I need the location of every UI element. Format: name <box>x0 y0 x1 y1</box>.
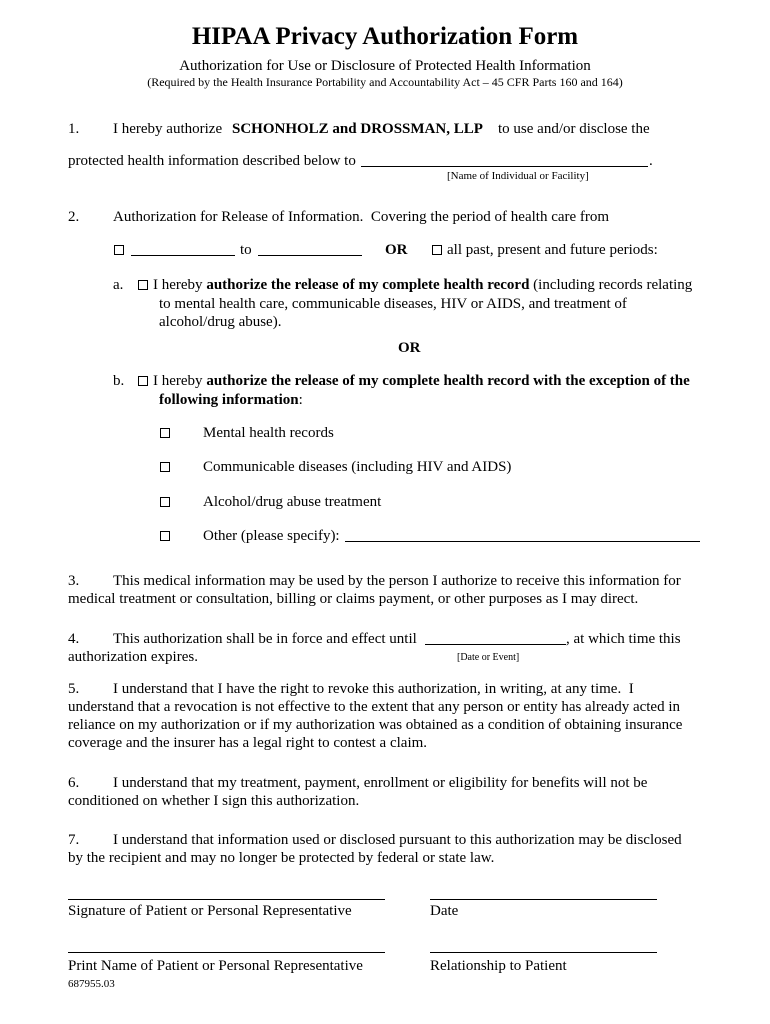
option-b-bold-text: authorize the release of my complete health record with the exception of the <box>206 373 690 389</box>
section-7-number: 7. <box>68 832 80 848</box>
section-2-number: 2. <box>68 209 80 225</box>
exception-label-other: Other (please specify): <box>203 528 340 544</box>
page-subtitle: Authorization for Use or Disclosure of Protected Health Information <box>179 58 591 74</box>
option-a-tail: (including records relating <box>529 277 693 293</box>
option-a-bold-text: authorize the release of my complete health record <box>206 277 530 293</box>
period-from-field[interactable] <box>131 241 235 256</box>
option-a-checkbox[interactable] <box>138 280 148 290</box>
section-1-text-before: I hereby authorize <box>113 121 223 137</box>
period-range-checkbox[interactable] <box>114 245 124 255</box>
section-6-number: 6. <box>68 775 80 791</box>
legal-basis-note: (Required by the Health Insurance Portability and Accountability Act – 45 CFR Parts 160 and 164) <box>147 75 623 89</box>
section-3-number: 3. <box>68 573 80 589</box>
recipient-field[interactable] <box>361 152 648 167</box>
recipient-caption: [Name of Individual or Facility] <box>447 170 589 182</box>
options-or-separator: OR <box>398 340 421 356</box>
section-7-line-1: I understand that information used or disclosed pursuant to this authorization may be disclosed <box>113 832 682 848</box>
authorized-party-field[interactable]: SCHONHOLZ and DROSSMAN, LLP <box>232 121 483 137</box>
all-periods-label: all past, present and future periods: <box>447 242 658 258</box>
option-b-text <box>153 372 690 390</box>
section-1-line-2: protected health information described below to <box>68 153 356 169</box>
section-5-line-3: reliance on my authorization or if my authorization was obtained as a condition of obtaining insurance <box>68 717 683 733</box>
exception-label-communicable-diseases: Communicable diseases (including HIV and AIDS) <box>203 459 512 475</box>
other-specify-field[interactable] <box>345 527 700 542</box>
exception-checkbox-alcohol-drug[interactable] <box>160 497 170 507</box>
document-number: 687955.03 <box>68 978 115 990</box>
section-1-text-after: to use and/or disclose the <box>498 121 650 137</box>
exception-checkbox-mental-health[interactable] <box>160 428 170 438</box>
all-periods-checkbox[interactable] <box>432 245 442 255</box>
expiration-caption: [Date or Event] <box>457 652 520 663</box>
relationship-label: Relationship to Patient <box>430 958 567 974</box>
section-1-period: . <box>649 153 653 169</box>
section-6-line-2: conditioned on whether I sign this authorization. <box>68 793 360 809</box>
section-5-line-4: coverage and the insurer has a legal right to contest a claim. <box>68 735 428 751</box>
period-or-label: OR <box>385 242 408 258</box>
option-b-letter: b. <box>113 373 125 389</box>
date-label: Date <box>430 903 459 919</box>
section-5-line-2: understand that a revocation is not effective to the extent that any person or entity has already acted in <box>68 699 681 715</box>
section-3-line-1: This medical information may be used by the person I authorize to receive this information for <box>113 573 681 589</box>
section-4-text-after: , at which time this <box>566 631 681 647</box>
option-a-text <box>153 276 692 294</box>
option-b-line-2-tail: : <box>298 392 303 408</box>
period-to-label: to <box>240 242 252 258</box>
exception-label-mental-health: Mental health records <box>203 425 334 441</box>
section-4-text-before: This authorization shall be in force and effect until <box>113 631 417 647</box>
section-4-number: 4. <box>68 631 80 647</box>
relationship-line[interactable] <box>430 938 657 953</box>
date-line[interactable] <box>430 885 657 900</box>
signature-line[interactable] <box>68 885 385 900</box>
section-3-line-2: medical treatment or consultation, billing or claims payment, or other purposes as I may direct. <box>68 591 639 607</box>
section-6-line-1: I understand that my treatment, payment, enrollment or eligibility for benefits will not be <box>113 775 648 791</box>
section-2-intro: Authorization for Release of Information. Covering the period of health care from <box>113 209 610 225</box>
period-to-field[interactable] <box>258 241 362 256</box>
expiration-field[interactable] <box>425 630 566 645</box>
option-b-lead: I hereby <box>153 373 207 389</box>
print-name-label: Print Name of Patient or Personal Representative <box>68 958 363 974</box>
signature-label: Signature of Patient or Personal Representative <box>68 903 352 919</box>
option-a-line-2: to mental health care, communicable diseases, HIV or AIDS, and treatment of <box>159 296 627 312</box>
option-b-line-2-bold: following information <box>159 392 299 408</box>
exception-label-alcohol-drug: Alcohol/drug abuse treatment <box>203 494 382 510</box>
option-b-line-2 <box>159 391 303 409</box>
section-5-line-1: I understand that I have the right to revoke this authorization, in writing, at any time. I <box>113 681 634 697</box>
exception-checkbox-other[interactable] <box>160 531 170 541</box>
print-name-line[interactable] <box>68 938 385 953</box>
exception-checkbox-communicable-diseases[interactable] <box>160 462 170 472</box>
section-7-line-2: by the recipient and may no longer be protected by federal or state law. <box>68 850 495 866</box>
option-a-line-3: alcohol/drug abuse). <box>159 314 282 330</box>
page-title: HIPAA Privacy Authorization Form <box>191 23 579 50</box>
option-a-letter: a. <box>113 277 124 293</box>
section-5-number: 5. <box>68 681 80 697</box>
section-4-line-2: authorization expires. <box>68 649 198 665</box>
option-b-checkbox[interactable] <box>138 376 148 386</box>
section-1-number: 1. <box>68 121 80 137</box>
option-a-lead: I hereby <box>153 277 207 293</box>
